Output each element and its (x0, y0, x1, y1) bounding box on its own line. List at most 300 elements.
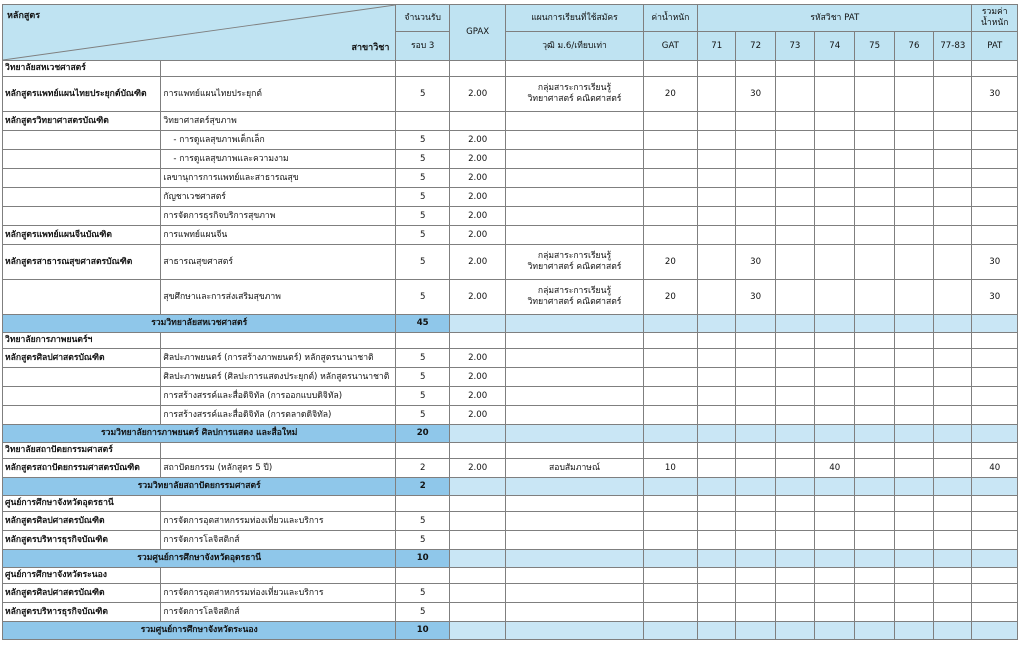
seats-value: 5 (396, 406, 449, 425)
pat-p72-value: 30 (736, 77, 775, 112)
seats-value (396, 112, 449, 131)
empty-cell (775, 550, 814, 568)
program-name (3, 169, 161, 188)
pat-p72-value (736, 406, 775, 425)
empty-cell (855, 61, 894, 77)
empty-cell (855, 496, 894, 512)
pat-p76-value (894, 169, 933, 188)
pat-p71-value (698, 77, 736, 112)
pat-p75-value (855, 188, 894, 207)
pat-total-value (972, 112, 1018, 131)
pat-p71-value (698, 349, 736, 368)
empty-cell (736, 61, 775, 77)
pat-p71-value (698, 406, 736, 425)
gpax-value: 2.00 (449, 169, 505, 188)
empty-cell (894, 425, 933, 443)
plan-value (506, 531, 643, 550)
pat-p75-value (855, 280, 894, 315)
summary-seats: 2 (396, 478, 449, 496)
pat-p73-value (775, 207, 814, 226)
admission-table (2, 4, 1018, 640)
empty-cell (506, 622, 643, 640)
pat-p76-value (894, 112, 933, 131)
empty-cell (506, 496, 643, 512)
faculty-row (3, 333, 1018, 349)
empty-cell (934, 622, 972, 640)
empty-cell (643, 622, 697, 640)
program-name: หลักสูตรศิลปศาสตรบัณฑิต (3, 584, 161, 603)
empty-cell (161, 568, 396, 584)
program-name: หลักสูตรแพทย์แผนจีนบัณฑิต (3, 226, 161, 245)
gat-value (643, 169, 697, 188)
pat-p72-value (736, 207, 775, 226)
pat-p74-value (815, 169, 855, 188)
pat-total-value (972, 387, 1018, 406)
empty-cell (855, 443, 894, 459)
pat-p75-value (855, 531, 894, 550)
gpax-value: 2.00 (449, 459, 505, 478)
pat-p71-value (698, 603, 736, 622)
table-row (3, 531, 1018, 550)
empty-cell (736, 425, 775, 443)
admission-table-container (2, 4, 1018, 640)
empty-cell (815, 443, 855, 459)
empty-cell (934, 315, 972, 333)
empty-cell (894, 496, 933, 512)
pat-p75-value (855, 150, 894, 169)
faculty-row (3, 496, 1018, 512)
pat-p72-value (736, 603, 775, 622)
pat-p73-value (775, 349, 814, 368)
pat-p74-value (815, 226, 855, 245)
pat-p74-value (815, 603, 855, 622)
summary-label: รวมวิทยาลัยสถาปัตยกรรมศาสตร์ (3, 478, 396, 496)
empty-cell (855, 333, 894, 349)
gpax-value: 2.00 (449, 207, 505, 226)
pat-p73-value (775, 112, 814, 131)
header-plan-2: วุฒิ ม.6/เทียบเท่า (506, 32, 643, 61)
pat-code-71: 71 (698, 32, 736, 61)
pat-p72-value (736, 368, 775, 387)
seats-value: 5 (396, 207, 449, 226)
pat-total-value (972, 368, 1018, 387)
header-seats-2: รอบ 3 (396, 32, 449, 61)
pat-total-value (972, 349, 1018, 368)
pat-code-77-83: 77-83 (934, 32, 972, 61)
plan-value (506, 131, 643, 150)
pat-p75-value (855, 406, 894, 425)
major-name: การสร้างสรรค์และสื่อดิจิทัล (การออกแบบดิจิทัล) (161, 387, 396, 406)
pat-p74-value (815, 112, 855, 131)
empty-cell (894, 333, 933, 349)
pat-p75-value (855, 459, 894, 478)
major-name: การจัดการอุตสาหกรรมท่องเที่ยวและบริการ (161, 512, 396, 531)
empty-cell (396, 496, 449, 512)
plan-value (506, 368, 643, 387)
gat-value: 10 (643, 459, 697, 478)
plan-value (506, 150, 643, 169)
pat-p75-value (855, 349, 894, 368)
summary-row (3, 425, 1018, 443)
pat-total-value (972, 406, 1018, 425)
gat-value (643, 368, 697, 387)
pat-p73-value (775, 387, 814, 406)
program-name (3, 131, 161, 150)
pat-p74-value (815, 77, 855, 112)
pat-p7783-value (934, 207, 972, 226)
major-name: เลขานุการการแพทย์และสาธารณสุข (161, 169, 396, 188)
pat-p76-value (894, 77, 933, 112)
faculty-row (3, 568, 1018, 584)
pat-p76-value (894, 188, 933, 207)
gpax-value: 2.00 (449, 226, 505, 245)
seats-value: 2 (396, 459, 449, 478)
empty-cell (815, 315, 855, 333)
pat-total-value: 30 (972, 245, 1018, 280)
empty-cell (775, 568, 814, 584)
empty-cell (161, 496, 396, 512)
pat-p73-value (775, 603, 814, 622)
header-sum (972, 5, 1018, 32)
pat-p71-value (698, 280, 736, 315)
empty-cell (736, 443, 775, 459)
empty-cell (396, 443, 449, 459)
pat-p7783-value (934, 112, 972, 131)
program-name: หลักสูตรบริหารธุรกิจบัณฑิต (3, 531, 161, 550)
header-course: หลักสูตร (7, 11, 41, 21)
empty-cell (643, 315, 697, 333)
empty-cell (736, 478, 775, 496)
pat-p7783-value (934, 188, 972, 207)
pat-p7783-value (934, 531, 972, 550)
pat-p74-value (815, 280, 855, 315)
pat-p71-value (698, 112, 736, 131)
gat-value (643, 603, 697, 622)
empty-cell (972, 443, 1018, 459)
gat-value (643, 512, 697, 531)
gpax-value: 2.00 (449, 368, 505, 387)
pat-p72-value (736, 112, 775, 131)
program-name: หลักสูตรศิลปศาสตรบัณฑิต (3, 349, 161, 368)
empty-cell (449, 443, 505, 459)
major-name: การแพทย์แผนไทยประยุกต์ (161, 77, 396, 112)
plan-value (506, 512, 643, 531)
gat-value (643, 531, 697, 550)
seats-value: 5 (396, 245, 449, 280)
table-body (3, 61, 1018, 640)
seats-value: 5 (396, 368, 449, 387)
pat-p7783-value (934, 226, 972, 245)
pat-p75-value (855, 603, 894, 622)
summary-label: รวมศูนย์การศึกษาจังหวัดระนอง (3, 622, 396, 640)
gat-value (643, 584, 697, 603)
empty-cell (775, 478, 814, 496)
pat-p72-value (736, 531, 775, 550)
seats-value: 5 (396, 188, 449, 207)
gpax-value: 2.00 (449, 387, 505, 406)
pat-p71-value (698, 387, 736, 406)
pat-p71-value (698, 150, 736, 169)
pat-total-value (972, 207, 1018, 226)
program-name (3, 406, 161, 425)
seats-value: 5 (396, 77, 449, 112)
empty-cell (643, 478, 697, 496)
empty-cell (972, 61, 1018, 77)
major-name: การจัดการอุตสาหกรรมท่องเที่ยวและบริการ (161, 584, 396, 603)
pat-p7783-value (934, 169, 972, 188)
empty-cell (736, 622, 775, 640)
program-name (3, 207, 161, 226)
pat-total-value: 30 (972, 280, 1018, 315)
seats-value: 5 (396, 226, 449, 245)
empty-cell (506, 550, 643, 568)
empty-cell (643, 443, 697, 459)
empty-cell (698, 425, 736, 443)
empty-cell (449, 622, 505, 640)
pat-p73-value (775, 406, 814, 425)
faculty-row (3, 443, 1018, 459)
table-row (3, 131, 1018, 150)
pat-p76-value (894, 280, 933, 315)
summary-seats: 10 (396, 622, 449, 640)
plan-value (506, 207, 643, 226)
pat-p73-value (775, 368, 814, 387)
empty-cell (449, 61, 505, 77)
pat-p72-value: 30 (736, 280, 775, 315)
pat-p71-value (698, 368, 736, 387)
pat-p7783-value (934, 387, 972, 406)
empty-cell (506, 478, 643, 496)
plan-line-1: สอบสัมภาษณ์ (549, 462, 600, 473)
pat-p76-value (894, 387, 933, 406)
empty-cell (934, 333, 972, 349)
pat-p76-value (894, 603, 933, 622)
gat-value (643, 226, 697, 245)
pat-p74-value (815, 584, 855, 603)
gpax-value (449, 112, 505, 131)
pat-p71-value (698, 226, 736, 245)
empty-cell (855, 622, 894, 640)
pat-total-value (972, 603, 1018, 622)
faculty-name: วิทยาลัยการภาพยนตร์ฯ (3, 333, 161, 349)
plan-value (506, 603, 643, 622)
gat-value (643, 188, 697, 207)
pat-p73-value (775, 280, 814, 315)
gpax-value (449, 512, 505, 531)
table-row (3, 406, 1018, 425)
empty-cell (775, 622, 814, 640)
pat-p74-value: 40 (815, 459, 855, 478)
gat-value: 20 (643, 77, 697, 112)
empty-cell (698, 315, 736, 333)
gpax-value: 2.00 (449, 349, 505, 368)
gpax-value: 2.00 (449, 131, 505, 150)
major-name: วิทยาศาสตร์สุขภาพ (161, 112, 396, 131)
pat-p71-value (698, 512, 736, 531)
gat-value (643, 406, 697, 425)
plan-value (506, 226, 643, 245)
empty-cell (815, 622, 855, 640)
empty-cell (506, 443, 643, 459)
pat-p76-value (894, 406, 933, 425)
gpax-value (449, 603, 505, 622)
major-name: ศิลปะภาพยนตร์ (ศิลปะการแสดงประยุกต์) หลักสูตรนานาชาติ (161, 368, 396, 387)
plan-value (506, 349, 643, 368)
pat-p72-value: 30 (736, 245, 775, 280)
seats-value: 5 (396, 603, 449, 622)
pat-p74-value (815, 207, 855, 226)
pat-p72-value (736, 584, 775, 603)
empty-cell (506, 568, 643, 584)
header-diagonal-line (3, 5, 395, 60)
pat-code-72: 72 (736, 32, 775, 61)
program-name: หลักสูตรวิทยาศาสตรบัณฑิต (3, 112, 161, 131)
empty-cell (449, 333, 505, 349)
pat-p76-value (894, 459, 933, 478)
major-name: การจัดการโลจิสติกส์ (161, 603, 396, 622)
header-gat-1: ค่าน้ำหนัก (643, 5, 697, 32)
gat-value (643, 207, 697, 226)
empty-cell (934, 568, 972, 584)
major-name: - การดูแลสุขภาพและความงาม (161, 150, 396, 169)
pat-p72-value (736, 150, 775, 169)
pat-p75-value (855, 226, 894, 245)
empty-cell (815, 425, 855, 443)
pat-code-73: 73 (775, 32, 814, 61)
faculty-name: ศูนย์การศึกษาจังหวัดระนอง (3, 568, 161, 584)
gpax-value (449, 531, 505, 550)
gat-value (643, 150, 697, 169)
plan-line-2: วิทยาศาสตร์ คณิตศาสตร์ (527, 94, 622, 104)
major-name: สถาปัตยกรรม (หลักสูตร 5 ปี) (161, 459, 396, 478)
summary-label: รวมวิทยาลัยสหเวชศาสตร์ (3, 315, 396, 333)
summary-label: รวมวิทยาลัยการภาพยนตร์ ศิลปการแสดง และสื่อใหม่ (3, 425, 396, 443)
pat-p75-value (855, 169, 894, 188)
pat-p74-value (815, 368, 855, 387)
empty-cell (815, 550, 855, 568)
pat-p7783-value (934, 584, 972, 603)
empty-cell (736, 568, 775, 584)
pat-p74-value (815, 512, 855, 531)
empty-cell (449, 425, 505, 443)
empty-cell (736, 550, 775, 568)
pat-p71-value (698, 245, 736, 280)
plan-value (506, 406, 643, 425)
pat-p76-value (894, 131, 933, 150)
pat-p76-value (894, 207, 933, 226)
empty-cell (934, 478, 972, 496)
pat-p73-value (775, 531, 814, 550)
empty-cell (775, 425, 814, 443)
major-name: สุขศึกษาและการส่งเสริมสุขภาพ (161, 280, 396, 315)
empty-cell (815, 478, 855, 496)
pat-p73-value (775, 512, 814, 531)
gat-value: 20 (643, 245, 697, 280)
pat-p74-value (815, 150, 855, 169)
pat-p7783-value (934, 77, 972, 112)
empty-cell (934, 496, 972, 512)
gpax-value: 2.00 (449, 77, 505, 112)
pat-p72-value (736, 226, 775, 245)
empty-cell (736, 496, 775, 512)
empty-cell (643, 496, 697, 512)
empty-cell (698, 443, 736, 459)
empty-cell (894, 568, 933, 584)
plan-value (506, 280, 643, 315)
seats-value: 5 (396, 280, 449, 315)
empty-cell (161, 333, 396, 349)
pat-p7783-value (934, 603, 972, 622)
empty-cell (894, 61, 933, 77)
plan-line-2: วิทยาศาสตร์ คณิตศาสตร์ (527, 297, 622, 307)
gpax-value: 2.00 (449, 188, 505, 207)
empty-cell (643, 550, 697, 568)
empty-cell (396, 333, 449, 349)
pat-p71-value (698, 584, 736, 603)
summary-seats: 45 (396, 315, 449, 333)
empty-cell (972, 496, 1018, 512)
header-plan-1: แผนการเรียนที่ใช้สมัคร (506, 5, 643, 32)
pat-p71-value (698, 169, 736, 188)
pat-p72-value (736, 512, 775, 531)
empty-cell (894, 622, 933, 640)
pat-p74-value (815, 387, 855, 406)
gat-value (643, 387, 697, 406)
pat-p73-value (775, 131, 814, 150)
pat-p73-value (775, 226, 814, 245)
empty-cell (775, 61, 814, 77)
seats-value: 5 (396, 169, 449, 188)
table-row (3, 387, 1018, 406)
table-row (3, 77, 1018, 112)
pat-p76-value (894, 368, 933, 387)
table-row (3, 245, 1018, 280)
table-row (3, 112, 1018, 131)
empty-cell (894, 550, 933, 568)
program-name: หลักสูตรแพทย์แผนไทยประยุกต์บัณฑิต (3, 77, 161, 112)
empty-cell (698, 568, 736, 584)
pat-p74-value (815, 531, 855, 550)
faculty-row (3, 61, 1018, 77)
table-row (3, 349, 1018, 368)
program-name: หลักสูตรสถาปัตยกรรมศาสตรบัณฑิต (3, 459, 161, 478)
pat-p75-value (855, 368, 894, 387)
table-row (3, 459, 1018, 478)
pat-p76-value (894, 226, 933, 245)
faculty-name: วิทยาลัยสหเวชศาสตร์ (3, 61, 161, 77)
empty-cell (506, 333, 643, 349)
empty-cell (775, 315, 814, 333)
program-name (3, 188, 161, 207)
summary-row (3, 315, 1018, 333)
empty-cell (396, 61, 449, 77)
summary-seats: 10 (396, 550, 449, 568)
gpax-value: 2.00 (449, 245, 505, 280)
pat-p7783-value (934, 406, 972, 425)
pat-p72-value (736, 169, 775, 188)
program-name (3, 387, 161, 406)
pat-p75-value (855, 512, 894, 531)
header-pat-title: รหัสวิชา PAT (698, 5, 972, 32)
empty-cell (775, 496, 814, 512)
empty-cell (643, 568, 697, 584)
summary-row (3, 622, 1018, 640)
seats-value: 5 (396, 531, 449, 550)
pat-p74-value (815, 188, 855, 207)
plan-value (506, 584, 643, 603)
seats-value: 5 (396, 584, 449, 603)
gat-value (643, 349, 697, 368)
